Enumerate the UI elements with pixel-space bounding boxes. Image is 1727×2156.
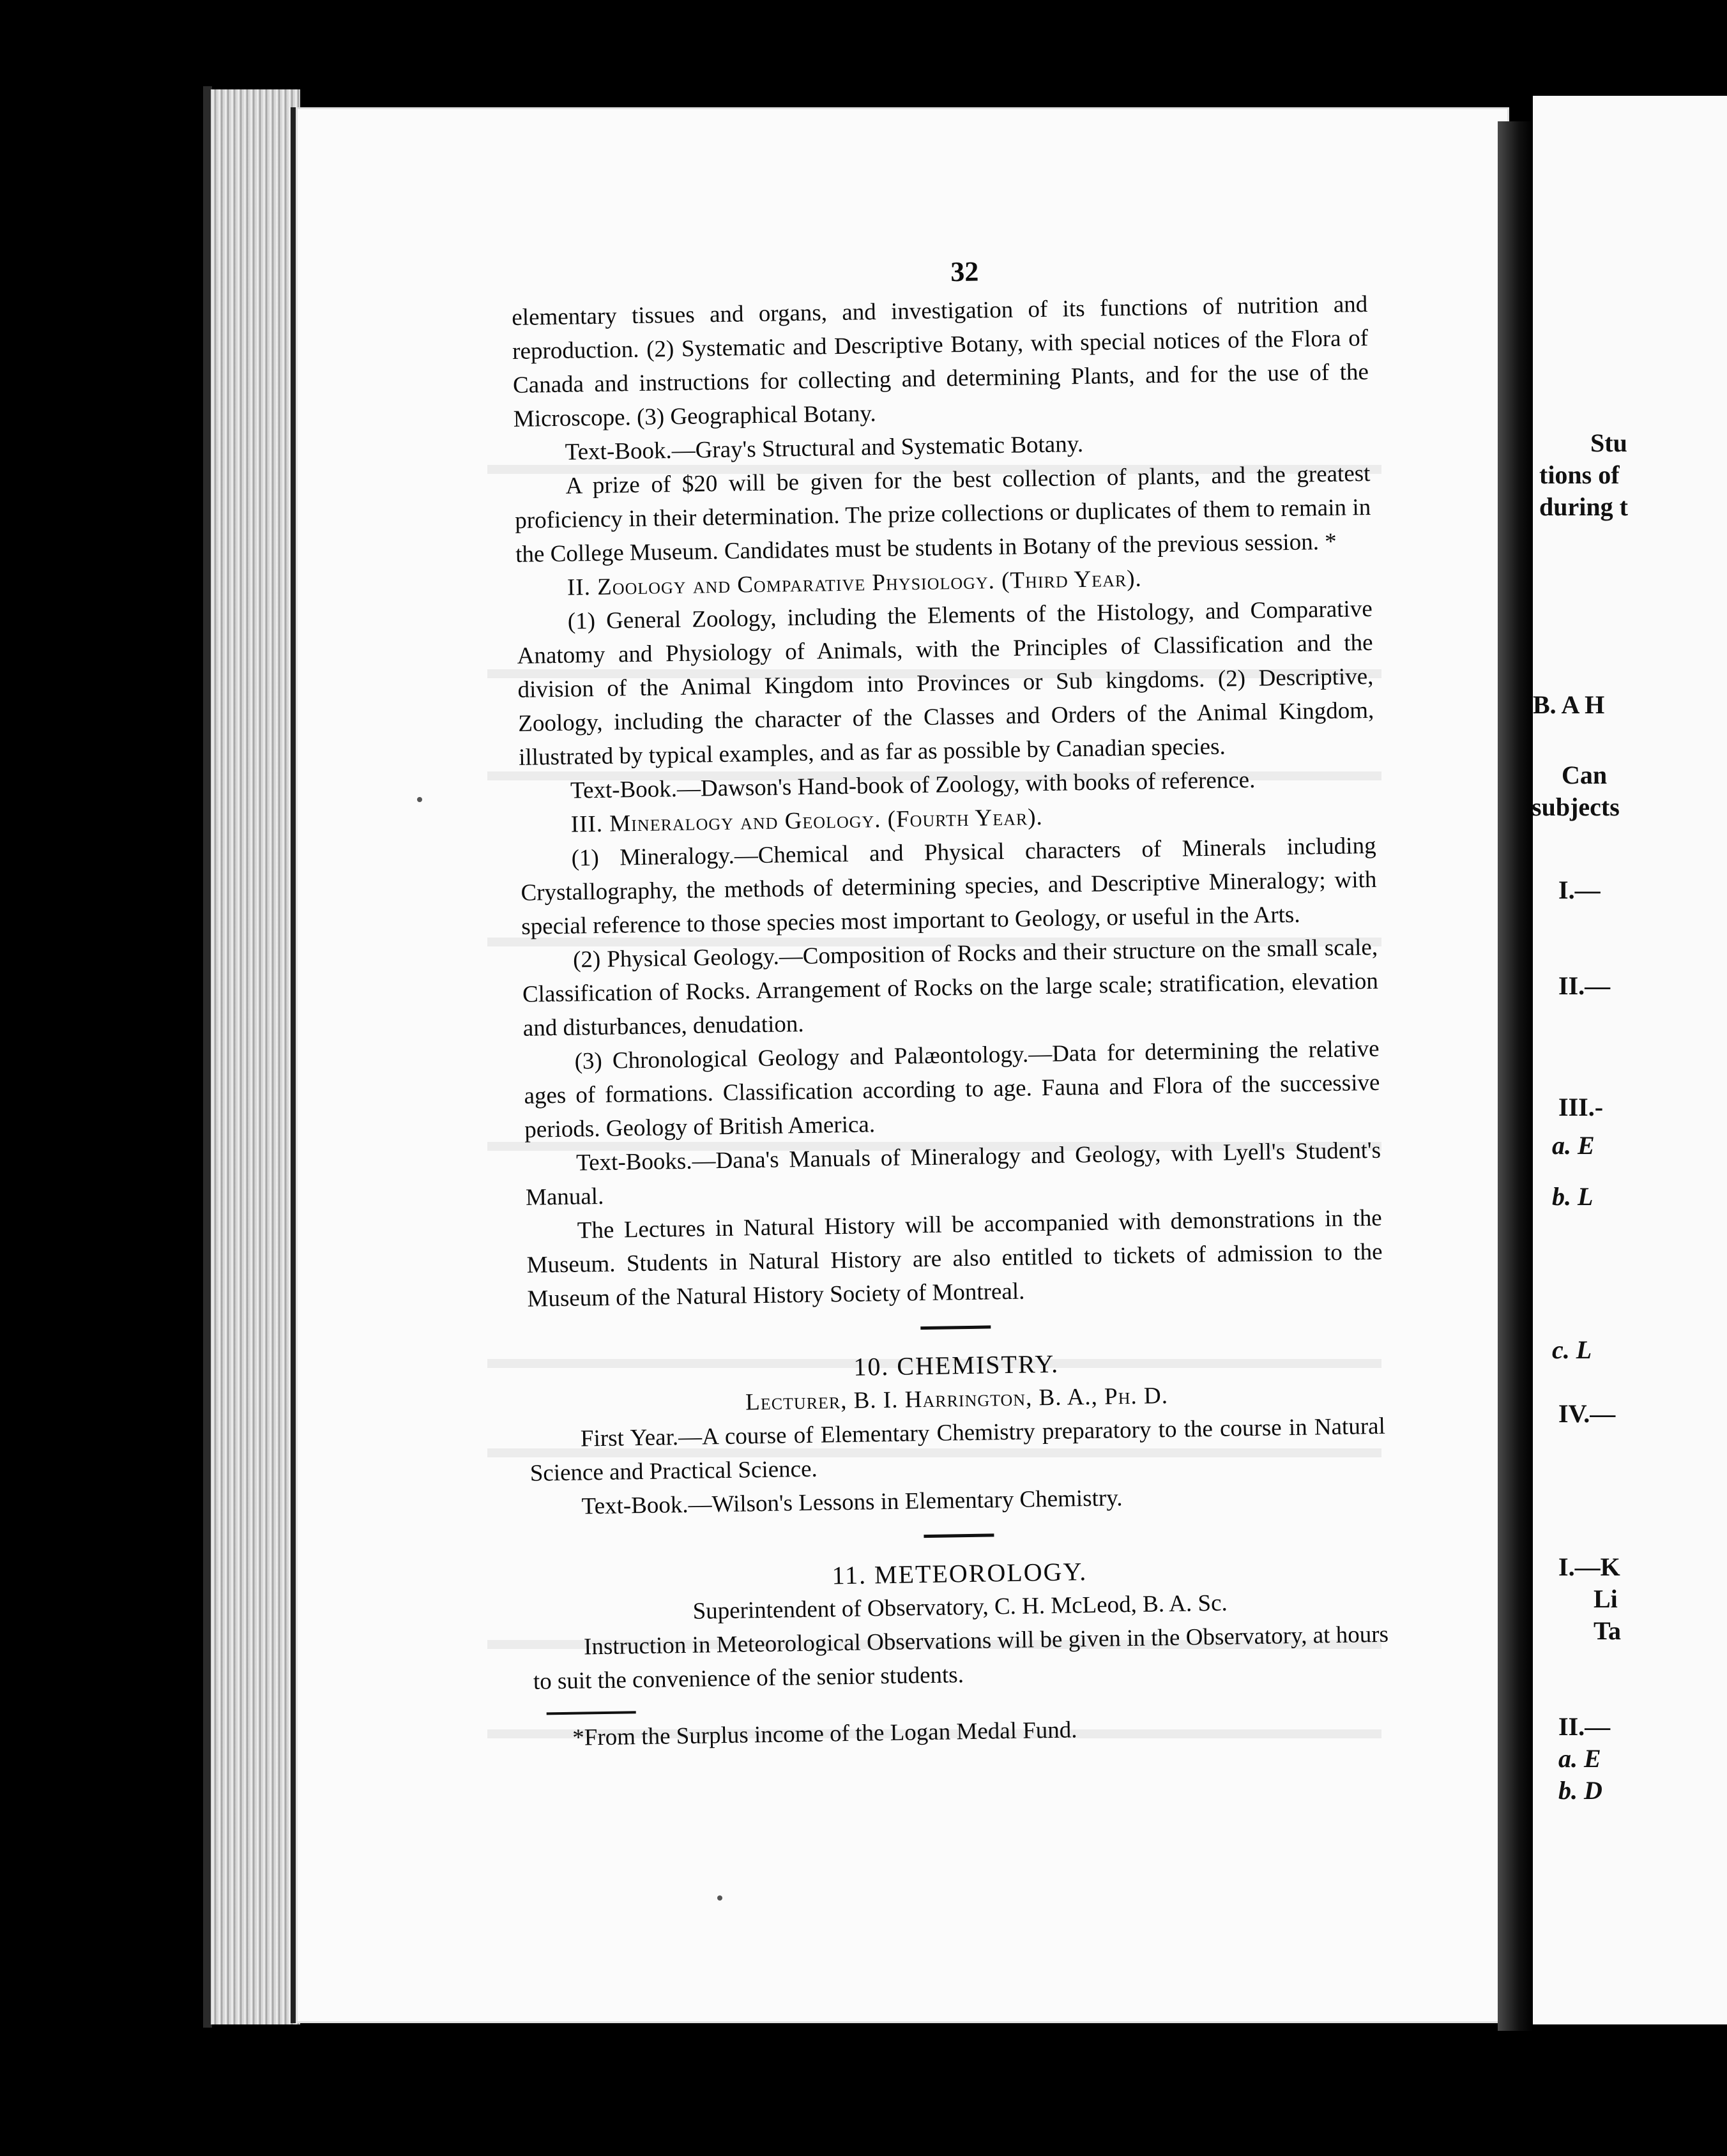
zoology-description: (1) General Zoology, including the Elements of the Histology, and Comparative Anatomy and Physiology of Animals, with the Principles of Classification and the division of the Animal Kingdom into Provinces or Sub kingdoms. (2) Descriptive, Zoology, including the character of the Classes and Orders of the Animal Kingdom, illustrated by typical examples, and as far as possible by Canadian species. (517, 595, 1374, 771)
chemistry-lecturer: Lecturer, B. I. Harrington, B. A., Ph. D. (745, 1383, 1169, 1416)
botany-textbook: Text-Book.—Gray's Structural and Systematic Botany. (565, 430, 1084, 466)
footnote-rule (547, 1711, 636, 1715)
right-fragment: subjects (1532, 793, 1620, 821)
botany-prize: A prize of $20 will be given for the best collection of plants, and the greatest proficiency in their determination. The prize collections or duplicates of them to remain in the College Museum. Candidates must be students in Botany of the previous session. * (515, 460, 1371, 568)
meteorology-superintendent: Superintendent of Observatory, C. H. McLeod, B. A. Sc. (692, 1590, 1228, 1625)
right-fragment: I.— (1558, 876, 1601, 904)
right-fragment: Li (1594, 1584, 1618, 1613)
opposite-page-fragment (1533, 96, 1727, 2024)
chemistry-textbook: Text-Book.—Wilson's Lessons in Elementary Chemistry. (581, 1485, 1123, 1520)
right-fragment: a. E (1558, 1744, 1601, 1773)
right-fragment: tions of (1539, 460, 1620, 489)
right-fragment: II.— (1558, 1712, 1611, 1741)
right-fragment: during t (1539, 492, 1628, 521)
zoology-heading: II. Zoology and Comparative Physiology. (Third Year). (567, 565, 1143, 601)
speck (717, 1895, 722, 1901)
page-number: 32 (950, 255, 979, 288)
right-fragment: I.—K (1558, 1552, 1620, 1581)
botany-continuation: elementary tissues and organs, and investigation of its functions of nutrition and reproduction. (2) Systematic and Descriptive Botany, with special notices of the Flora of Canada and instructions for collecting and determining Plants, and for the use of the Microscope. (3) Geographical Botany. (512, 291, 1369, 432)
right-fragment: Stu (1590, 429, 1627, 457)
page-edges (211, 89, 300, 2024)
zoology-textbook: Text-Book.—Dawson's Hand-book of Zoology, with books of reference. (570, 766, 1256, 804)
gutter-shadow (1498, 121, 1533, 2031)
chemistry-first-year: First Year.—A course of Elementary Chemistry preparatory to the course in Natural Science and Practical Science. (529, 1413, 1386, 1487)
right-fragment: Can (1562, 761, 1608, 789)
right-fragment: III.- (1558, 1093, 1604, 1121)
chemistry-heading: 10. CHEMISTRY. (853, 1349, 1060, 1381)
right-fragment: Ta (1594, 1616, 1622, 1645)
right-fragment: b. D (1558, 1776, 1602, 1805)
mineralogy-description: (1) Mineralogy.—Chemical and Physical characters of Minerals including Crystallography, the methods of determining species, and Descriptive Mineralogy; with special reference to those species most important to Geology, or useful in the Arts. (521, 832, 1377, 940)
right-fragment: II.— (1558, 971, 1611, 1000)
right-fragment: a. E (1552, 1131, 1595, 1160)
natural-history-lectures: The Lectures in Natural History will be accompanied with demonstrations in the Museum. Students in Natural History are also entitled to tickets of admission to the Museum of the Natural History Society of Montreal. (526, 1204, 1383, 1312)
right-fragment: c. L (1552, 1335, 1592, 1364)
meteorology-heading: 11. METEOROLOGY. (832, 1557, 1088, 1590)
right-fragment: IV.— (1558, 1399, 1616, 1428)
footnote: *From the Surplus income of the Logan Medal Fund. (572, 1717, 1077, 1751)
speck (417, 797, 422, 802)
right-fragment: B. A H (1533, 690, 1605, 719)
geology-textbooks: Text-Books.—Dana's Manuals of Mineralogy and Geology, with Lyell's Student's Manual. (525, 1137, 1381, 1211)
page-text (511, 248, 1390, 1756)
chronological-geology: (3) Chronological Geology and Palæontology.—Data for determining the relative ages of formations. Classification according to age. Fauna and Flora of the successive periods. Geology of British America. (524, 1035, 1380, 1143)
section-rule (920, 1325, 991, 1330)
right-fragment: b. L (1552, 1182, 1594, 1211)
meteorology-instruction: Instruction in Meteorological Observations will be given in the Observatory, at hours to suit the convenience of the senior students. (533, 1621, 1389, 1695)
mineralogy-heading: III. Mineralogy and Geology. (Fourth Year). (570, 804, 1044, 838)
physical-geology: (2) Physical Geology.—Composition of Rocks and their structure on the small scale, Classification of Rocks. Arrangement of Rocks on the large scale; stratification, elevation and disturbances, denudation. (522, 934, 1379, 1042)
section-rule (924, 1533, 994, 1538)
